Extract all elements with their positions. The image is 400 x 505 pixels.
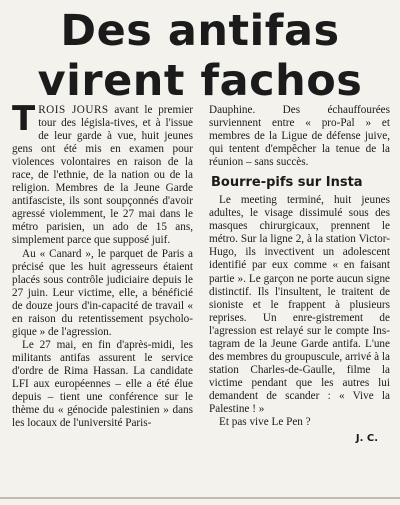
article-body [12, 99, 390, 445]
subheading: Bourre-pifs sur Insta [211, 175, 363, 191]
paragraph-meeting: Le meeting terminé, huit jeunes adultes, le visage dissimulé sous des masques chirurgicaux, prennent le métro. Sur la ligne 2, à la station Victor-Hugo, ils invectivent un adolescent identifié par eux comme « en faisant partie ». Le garçon ne porte aucun signe distinctif. Ils l'insultent, le traitent de sioniste et le frappent à plusieurs reprises. Un enre-gistrement de l'agression est relayé sur le compte Ins-tagram de la Jeune Garde antifa. L'une des membres du groupuscule, arrivé à la station Charles-de-Gaulle, filme la victime pendant que les autres lui demandent de scander : « Vive la Palestine ! » [209, 194, 390, 415]
paragraph-27-mai: Le 27 mai, en fin d'après-midi, les militants antifas assurent le service d'ordre de Rima Hassan. La candidate LFI aux européennes – elle a été élue depuis – tient une conférence sur le thème du « génocide palestinien » dans les locaux de l'université Paris- [12, 338, 193, 430]
page-bottom-rule [0, 497, 400, 499]
lead-text: avant le premier tour des législa-tives, et à l'issue de leur garde à vue, huit jeunes gens ont été mis en examen pour violences volontaires en raison de la race, de l'ethnie, de la nation ou de la religion. Membres de la Jeune Garde antifasciste, ils sont soupçonnés d'avoir agressé violemment, le 27 mai dans le métro parisien, un ado de 15 ans, simplement parce que supposé juif. [12, 104, 194, 247]
headline-line-1: Des antifas [60, 6, 340, 56]
column-right [209, 104, 390, 445]
headline-line-2: virent fachos [37, 56, 363, 106]
headline [0, 0, 400, 106]
author-signature: J. C. [355, 433, 378, 445]
paragraph-closing: Et pas vive Le Pen ? [219, 416, 311, 429]
lead-caps: ROIS JOURS [38, 104, 109, 116]
drop-cap: T [12, 99, 36, 139]
paragraph-lead [12, 99, 194, 248]
paragraph-dauphine: Dauphine. Des échauffourées surviennent entre « pro-Pal » et membres de la Ligue de défense juive, qui tentent d'empêcher la tenue de la réunion – sans succès. [209, 104, 390, 169]
paragraph-canard: Au « Canard », le parquet de Paris a précisé que les huit agresseurs étaient placés sous contrôle judiciaire depuis le 27 juin. Leur victime, elle, a bénéficié de douze jours d'in-capacité de travail « en raison du retentissement psycholo-gique » de l'agression. [12, 247, 193, 338]
column-left [12, 99, 194, 445]
